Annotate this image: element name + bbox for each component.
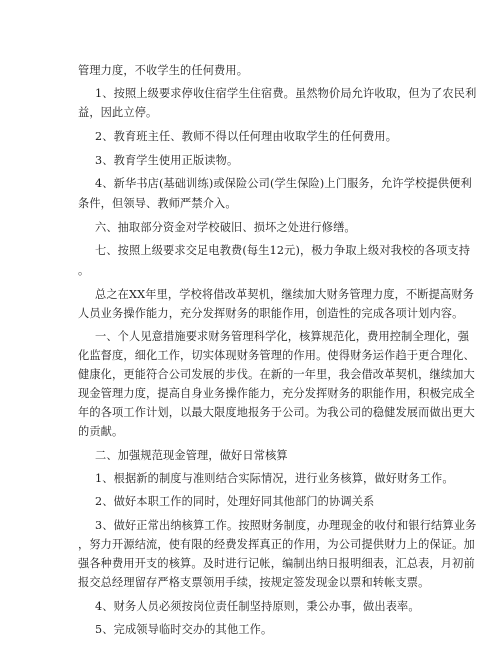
text-line: 现金管理力度，提高自身业务操作能力，充分发挥财务的职能作用，积极完成全 (78, 387, 475, 400)
text-line: 强各种费用开支的核算。及时进行记帐，编制出纳日报明细表，汇总表，月初前 (78, 557, 475, 570)
text-line: 2、教育班主任、教师不得以任何理由收取学生的任何费用。 (95, 130, 398, 143)
text-line: 5、完成领导临时交办的其他工作。 (95, 623, 273, 636)
text-line: 的贡献。 (78, 425, 124, 438)
text-line: 4、财务人员必须按岗位责任制坚持原则，秉公办事，做出表率。 (95, 600, 420, 613)
text-line: 1、根据新的制度与准则结合实际情况，进行业务核算，做好财务工作。 (95, 472, 454, 485)
text-line: 化监督度，细化工作，切实体现财务管理的作用。使得财务运作趋于更合理化、 (78, 349, 475, 362)
text-line: 健康化，更能符合公司发展的步伐。在新的一年里，我会借改革契机，继续加大 (78, 368, 475, 381)
text-line: 二、加强规范现金管理，做好日常核算 (95, 449, 288, 462)
text-line: 2、做好本职工作的同时，处理好同其他部门的协调关系 (95, 495, 375, 508)
text-line: 管理力度，不收学生的任何费用。 (78, 64, 249, 77)
text-line: 报交总经理留存严格支票领用手续，按规定签发现金以票和转帐支票。 (78, 576, 430, 589)
text-line: 4、新华书店(基础训练)或保险公司(学生保险)上门服务，允许学校提供便利 (95, 177, 472, 190)
text-line: ，努力开源结流，使有限的经费发挥真正的作用，为公司提供财力上的保证。加 (78, 538, 475, 551)
text-line: 一、个人见意措施要求财务管理科学化，核算规范化，费用控制全理化，强 (95, 330, 470, 343)
text-line: 七、按照上级要求交足电教费(每生12元)，极力争取上级对我校的各项支持 (95, 244, 471, 257)
text-line: 总之在XX年里，学校将借改革契机，继续加大财务管理力度，不断提高财务 (95, 288, 475, 301)
text-line: 人员业务操作能力，充分发挥财务的职能作用，创造性的完成各项计划内容。 (78, 307, 464, 320)
text-line: 。 (78, 264, 90, 277)
text-line: 年的各项工作计划，以最大限度地报务于公司。为我公司的稳健发展而做出更大 (78, 406, 475, 419)
text-line: 条件，但领导、教师严禁介入。 (78, 197, 237, 210)
text-line: 1、按照上级要求停收住宿学生住宿费。虽然物价局允许收取，但为了农民利 (95, 87, 477, 100)
text-line: 3、教育学生使用正版读物。 (95, 154, 239, 167)
text-line: 3、做好正常出纳核算工作。按照财务制度，办理现金的收付和银行结算业务 (95, 519, 477, 532)
text-line: 六、抽取部分资金对学校破旧、损坏之处进行修缮。 (95, 221, 356, 234)
text-line: 益，因此立停。 (78, 106, 158, 119)
